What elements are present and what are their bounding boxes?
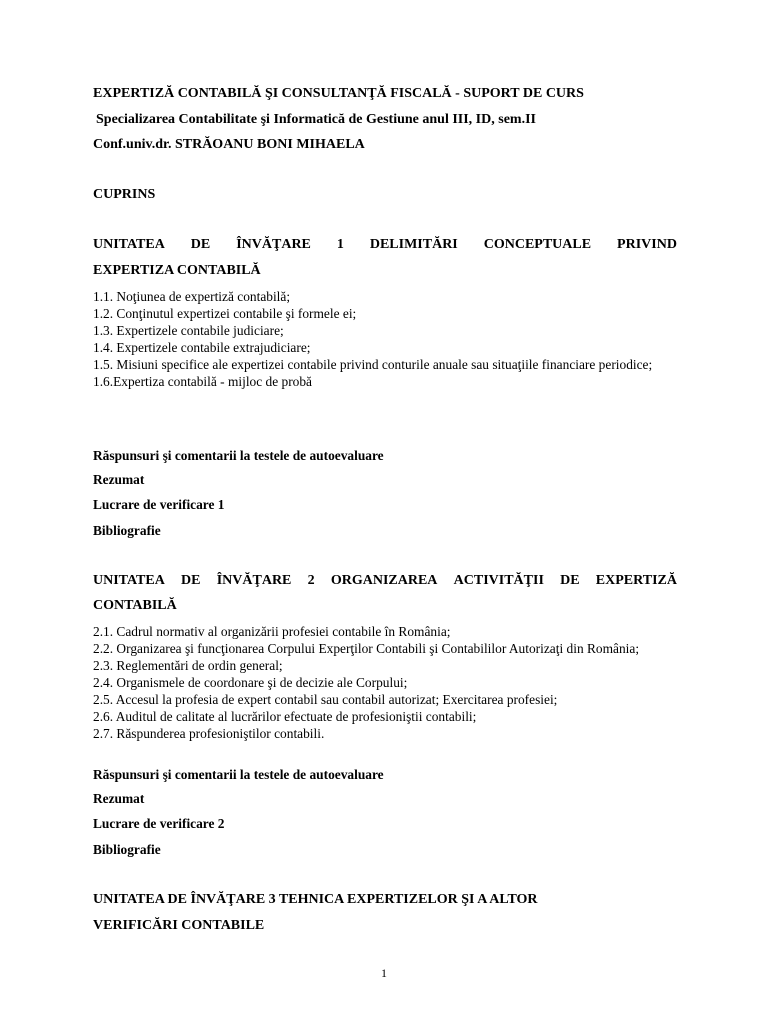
- unit2-title-word: 2: [307, 573, 315, 588]
- unit1-check: Lucrare de verificare 1: [93, 497, 225, 512]
- unit1-title-word: 1: [336, 237, 344, 252]
- unit2-title-word: UNITATEA: [93, 573, 165, 588]
- unit2-summary: Rezumat: [93, 791, 145, 806]
- unit1-title-word: PRIVIND: [617, 237, 677, 252]
- unit2-item-list: [93, 623, 683, 742]
- unit1-answers: Răspunsuri şi comentarii la testele de autoevaluare: [93, 448, 384, 463]
- unit1-bibliography: Bibliografie: [93, 523, 161, 538]
- unit2-check: Lucrare de verificare 2: [93, 816, 225, 831]
- list-item: 1.3. Expertizele contabile judiciare;: [93, 323, 284, 338]
- list-item: 2.6. Auditul de calitate al lucrărilor efectuate de profesioniştii contabili;: [93, 709, 477, 724]
- unit1-title-word: UNITATEA: [93, 237, 165, 252]
- list-item: 1.1. Noţiunea de expertiză contabilă;: [93, 289, 291, 304]
- unit2-title-line2: CONTABILĂ: [93, 598, 177, 613]
- unit1-title-word: CONCEPTUALE: [483, 237, 592, 252]
- list-item: 1.5. Misiuni specifice ale expertizei contabile privind conturile anuale sau situaţiile financiare periodice;: [93, 357, 653, 372]
- list-item: 2.7. Răspunderea profesioniştilor contabili.: [93, 726, 325, 741]
- unit2-answers: Răspunsuri şi comentarii la testele de autoevaluare: [93, 767, 384, 782]
- list-item: 2.2. Organizarea şi funcţionarea Corpului Experţilor Contabili şi Contabililor Autorizaţi din România;: [93, 641, 640, 656]
- unit1-title-word: DE: [190, 237, 211, 252]
- unit1-title-word: ÎNVĂŢARE: [236, 237, 311, 252]
- page-number: 1: [381, 966, 387, 980]
- unit2-title-word: EXPERTIZĂ: [595, 573, 677, 588]
- unit2-title-word: ORGANIZAREA: [330, 573, 438, 588]
- unit1-summary: Rezumat: [93, 472, 145, 487]
- unit1-item-list: [93, 288, 683, 390]
- unit1-title-word: DELIMITĂRI: [369, 237, 458, 252]
- unit1-title-line2: EXPERTIZA CONTABILĂ: [93, 263, 261, 278]
- list-item: 1.2. Conţinutul expertizei contabile şi formele ei;: [93, 306, 357, 321]
- list-item: 2.3. Reglementări de ordin general;: [93, 658, 283, 673]
- unit2-title-word: DE: [560, 573, 580, 588]
- unit3-title-line1: UNITATEA DE ÎNVĂŢARE 3 TEHNICA EXPERTIZELOR ŞI A ALTOR: [93, 892, 538, 907]
- document-title: EXPERTIZĂ CONTABILĂ ŞI CONSULTANŢĂ FISCALĂ - SUPORT DE CURS: [93, 86, 584, 101]
- list-item: 2.1. Cadrul normativ al organizării profesiei contabile în România;: [93, 624, 451, 639]
- unit2-title-word: ÎNVĂŢARE: [216, 573, 292, 588]
- list-item: 2.4. Organismele de coordonare şi de decizie ale Corpului;: [93, 675, 408, 690]
- toc-heading: CUPRINS: [93, 187, 156, 202]
- unit1-title-line1: [93, 237, 677, 253]
- list-item: 2.5. Accesul la profesia de expert contabil sau contabil autorizat; Exercitarea profesiei;: [93, 692, 558, 707]
- unit2-title-word: ACTIVITĂŢII: [453, 573, 544, 588]
- specialization-line: Specializarea Contabilitate şi Informatică de Gestiune anul III, ID, sem.II: [96, 112, 536, 127]
- author-line: Conf.univ.dr. STRĂOANU BONI MIHAELA: [93, 137, 365, 152]
- unit2-title-line1: [93, 573, 677, 589]
- list-item: 1.6.Expertiza contabilă - mijloc de probă: [93, 374, 313, 389]
- list-item: 1.4. Expertizele contabile extrajudiciare;: [93, 340, 311, 355]
- unit3-title-line2: VERIFICĂRI CONTABILE: [93, 918, 265, 933]
- unit2-title-word: DE: [181, 573, 201, 588]
- unit2-bibliography: Bibliografie: [93, 842, 161, 857]
